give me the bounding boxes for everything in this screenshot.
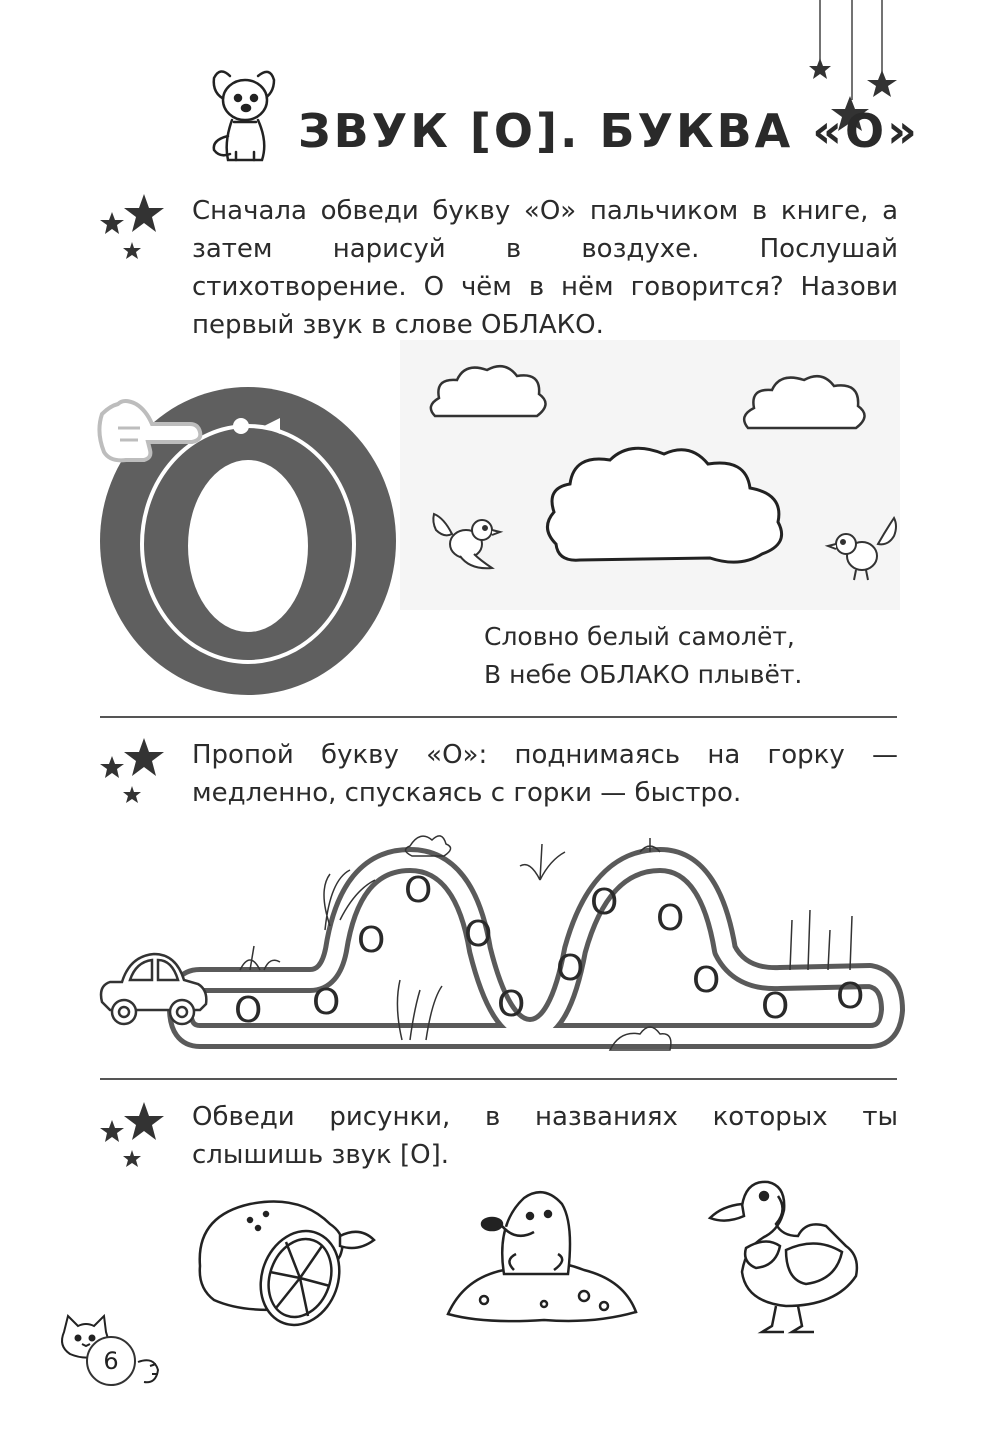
section-divider: [100, 1078, 897, 1080]
road-letter: О: [497, 984, 526, 1025]
road-letter: О: [404, 870, 433, 911]
stars-bullet-icon: [98, 1100, 164, 1172]
road-letter: О: [761, 986, 790, 1027]
bird-icon: [430, 508, 506, 574]
mole-icon[interactable]: [444, 1184, 640, 1324]
car-icon: [96, 946, 208, 1028]
road-letter: О: [692, 960, 721, 1001]
bird-icon: [826, 514, 898, 586]
stars-bullet-icon: [98, 192, 164, 264]
page-title: ЗВУК [О]. БУКВА «О»: [298, 104, 920, 158]
big-cloud-icon: [540, 444, 790, 574]
road-letter: О: [357, 920, 386, 961]
cloud-icon: [738, 370, 874, 442]
page-number: 6: [86, 1336, 136, 1386]
road-letter: О: [312, 982, 341, 1023]
stars-bullet-icon: [98, 736, 164, 808]
exercise2-instruction: Пропой букву «О»: поднимаясь на горку — медленно, спускаясь с горки — быстро.: [192, 740, 898, 808]
road-letter: О: [234, 990, 263, 1031]
puppy-icon: [200, 66, 290, 170]
road-letter: О: [656, 898, 685, 939]
section-divider: [100, 716, 897, 718]
duck-icon[interactable]: [706, 1176, 866, 1338]
road-letter: О: [590, 882, 619, 923]
road-letter: О: [836, 976, 865, 1017]
hill-road-icon: [180, 830, 910, 1060]
poem-line: В небе ОБЛАКО плывёт.: [484, 660, 803, 689]
road-letter: О: [556, 948, 585, 989]
road-letter: О: [464, 914, 493, 955]
exercise1-instruction: Сначала обведи букву «О» пальчиком в книге, а затем нарисуй в воздухе. Послушай стихотворение. О чём в нём говорится? Назови первый звук в слове ОБЛАКО.: [192, 196, 898, 340]
pointing-hand-icon: [96, 392, 206, 466]
lemon-icon[interactable]: [190, 1196, 380, 1330]
poem-line: Словно белый самолёт,: [484, 622, 795, 651]
poem: [484, 618, 802, 694]
exercise3-instruction: Обведи рисунки, в названиях которых ты слышишь звук [О].: [192, 1102, 898, 1170]
cloud-icon: [425, 360, 555, 432]
